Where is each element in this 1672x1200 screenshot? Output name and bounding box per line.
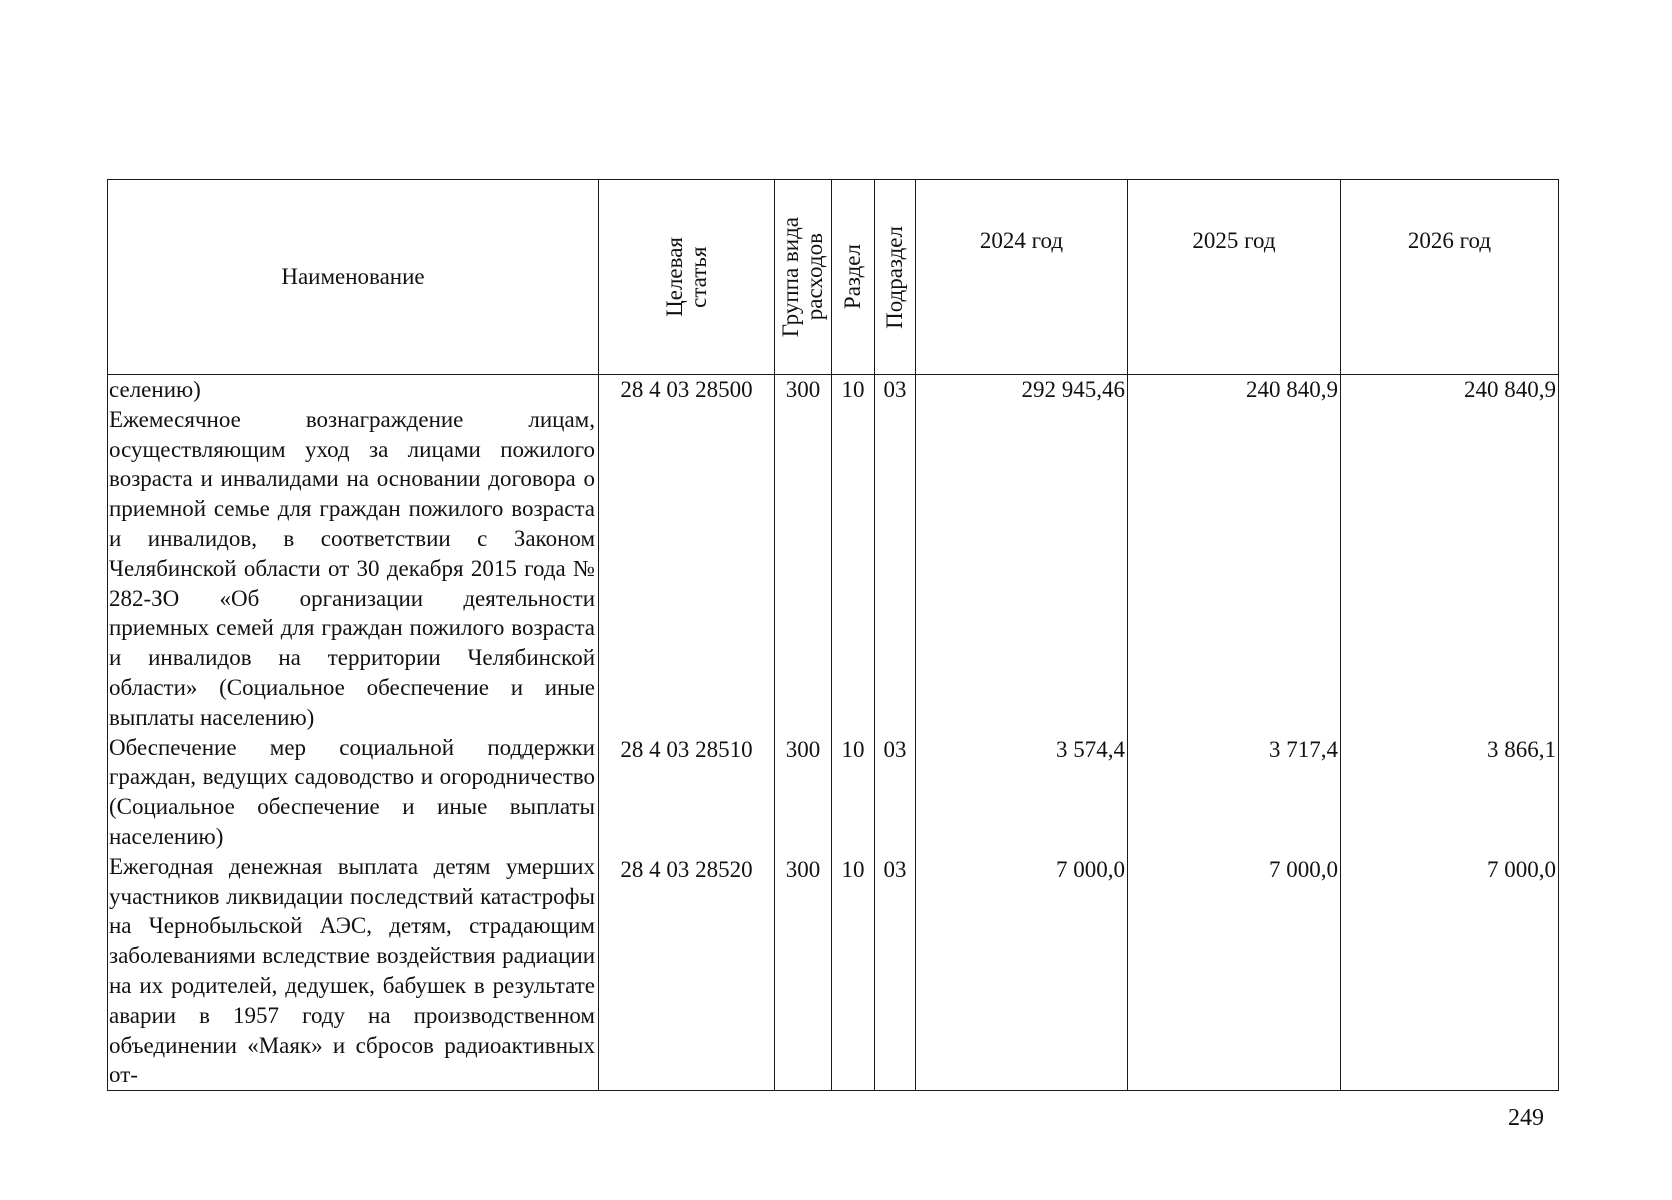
budget-table — [107, 179, 1559, 1091]
row-value-2025: 240 840,9 — [1246, 377, 1338, 402]
header-target-article: Целевая статья — [599, 180, 775, 375]
row-value-2025: 3 717,4 — [1269, 736, 1338, 762]
section-cell — [832, 375, 875, 1091]
row-value-2026: 7 000,0 — [1487, 856, 1556, 882]
subsection-cell — [875, 375, 916, 1091]
row-section: 10 — [841, 856, 865, 882]
code-cell — [599, 375, 775, 1091]
row-group: 300 — [785, 856, 821, 882]
year-2025-cell — [1128, 375, 1341, 1091]
header-section: Раздел — [832, 180, 875, 375]
header-subsection: Подраздел — [875, 180, 916, 375]
row-subsection: 03 — [883, 856, 907, 882]
header-2025: 2025 год — [1128, 180, 1341, 375]
row-value-2024: 7 000,0 — [1056, 856, 1125, 882]
year-2026-cell — [1341, 375, 1559, 1091]
table-header-row — [108, 180, 1559, 375]
header-name: Наименование — [108, 180, 599, 375]
page-number: 249 — [1508, 1105, 1544, 1131]
header-2026: 2026 год — [1341, 180, 1559, 375]
row-value-2026: 240 840,9 — [1464, 377, 1556, 402]
row-code: 28 4 03 28510 — [620, 736, 753, 762]
header-2024: 2024 год — [916, 180, 1128, 375]
row-group: 300 — [785, 377, 821, 402]
row-code: 28 4 03 28500 — [620, 377, 753, 402]
row-section: 10 — [841, 377, 865, 402]
row-value-2025: 7 000,0 — [1269, 856, 1338, 882]
row-name: Обеспечение мер социальной поддержки граждан, ведущих садоводство и огородничество (Социальное обеспечение и иные выплаты населению) — [109, 734, 595, 849]
row-name: Ежегодная денежная выплата детям умерших участников ликвидации последствий катастрофы на Чернобыльской АЭС, детям, страдающим заболеваниями вследствие воздействия радиации на их родителей, дедушек, бабушек в результате аварии в 1957 году на производственном объединении «Маяк» и сбросов радиоактивных от- — [109, 853, 595, 1088]
row-name: Ежемесячное вознаграждение лицам, осуществляющим уход за лицами пожилого возраста и инвалидами на основании договора о приемной семье для граждан пожилого возраста и инвалидов, в соответствии с Законом Челябинской области от 30 декабря 2015 года № 282-ЗО «Об организации деятельности приемных семей для граждан пожилого возраста и инвалидов на территории Челябинской области» (Социальное обеспечение и иные выплаты населению) — [109, 406, 595, 730]
header-expense-group: Группа вида расходов — [775, 180, 832, 375]
row-value-2026: 3 866,1 — [1487, 736, 1556, 762]
row-name: селению) — [109, 377, 201, 402]
year-2024-cell — [916, 375, 1128, 1091]
table-row — [108, 375, 1559, 1091]
group-cell — [775, 375, 832, 1091]
name-cell — [108, 375, 599, 1091]
row-code: 28 4 03 28520 — [620, 856, 753, 882]
row-subsection: 03 — [883, 377, 907, 402]
row-value-2024: 292 945,46 — [1021, 377, 1125, 402]
row-subsection: 03 — [883, 736, 907, 762]
row-value-2024: 3 574,4 — [1056, 736, 1125, 762]
row-section: 10 — [841, 736, 865, 762]
row-group: 300 — [785, 736, 821, 762]
